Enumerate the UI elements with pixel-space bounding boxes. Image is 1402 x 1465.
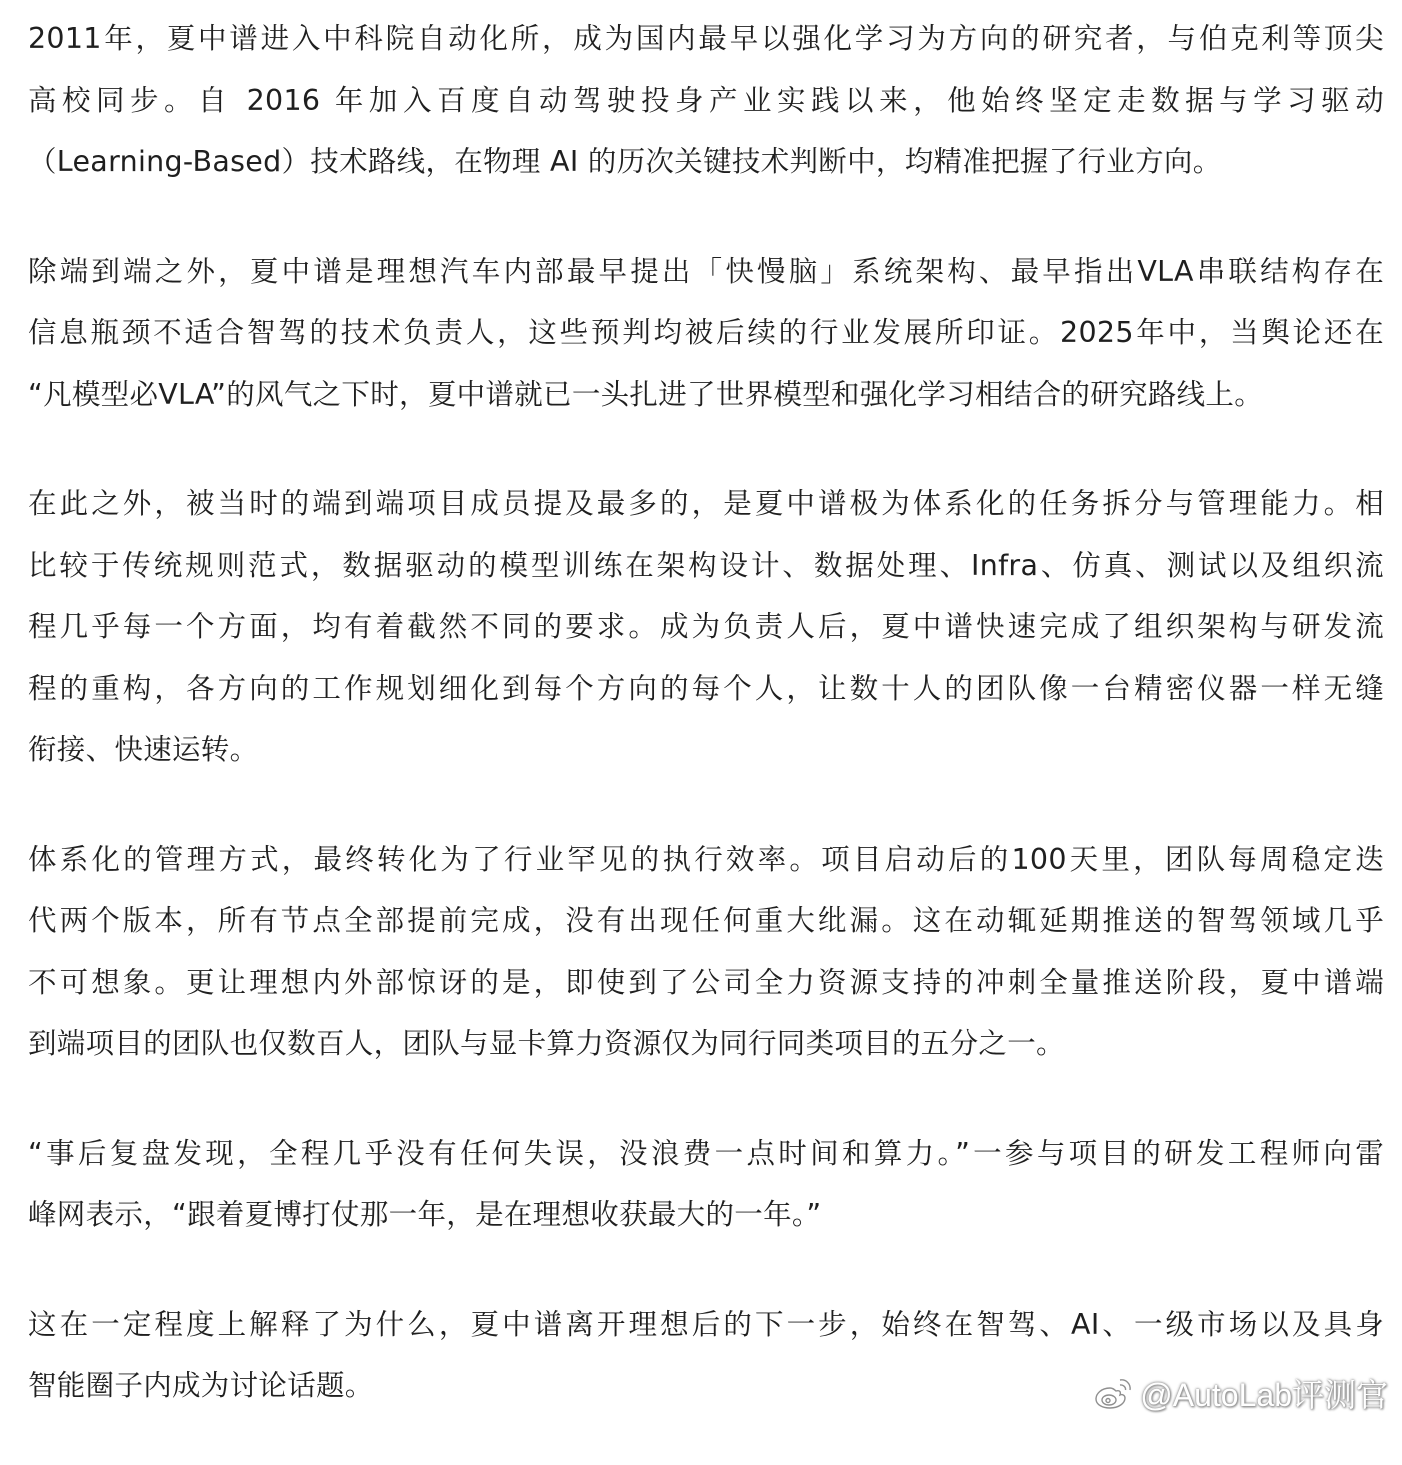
weibo-watermark — [1094, 1370, 1388, 1416]
text-line: 比较于传统规则范式，数据驱动的模型训练在架构设计、数据处理、Infra、仿真、测试以及组织流 — [28, 548, 1384, 582]
text-line: 信息瓶颈不适合智驾的技术负责人，这些预判均被后续的行业发展所印证。2025年中，当舆论还在 — [28, 316, 1384, 349]
text-line: 高校同步。自 2016 年加入百度自动驾驶投身产业实践以来，他始终坚定走数据与学习驱动 — [28, 83, 1384, 117]
text-line: 代两个版本，所有节点全部提前完成，没有出现任何重大纰漏。这在动辄延期推送的智驾领域几乎 — [28, 904, 1384, 937]
article-body — [28, 8, 1384, 1465]
paragraph-quote — [28, 1123, 1384, 1246]
weibo-icon — [1094, 1376, 1134, 1410]
text-line: 程几乎每一个方面，均有着截然不同的要求。成为负责人后，夏中谱快速完成了组织架构与研发流 — [28, 610, 1384, 643]
text-line: 到端项目的团队也仅数百人，团队与显卡算力资源仅为同行同类项目的五分之一。 — [28, 1027, 1065, 1060]
text-line: 智能圈子内成为讨论话题。 — [28, 1369, 374, 1402]
text-line: （Learning-Based）技术路线，在物理 AI 的历次关键技术判断中，均精准把握了行业方向。 — [28, 145, 1222, 178]
paragraph-efficiency — [28, 829, 1384, 1075]
text-line: 衔接、快速运转。 — [28, 733, 259, 766]
paragraph-background — [28, 8, 1384, 193]
paragraph-management — [28, 473, 1384, 781]
text-line: “事后复盘发现，全程几乎没有任何失误，没浪费一点时间和算力。”一参与项目的研发工程师向雷 — [28, 1136, 1384, 1170]
text-line: 2011年，夏中谱进入中科院自动化所，成为国内最早以强化学习为方向的研究者，与伯克利等顶尖 — [28, 22, 1384, 55]
text-line: 这在一定程度上解释了为什么，夏中谱离开理想后的下一步，始终在智驾、AI、一级市场以及具身 — [28, 1307, 1384, 1341]
paragraph-predictions — [28, 241, 1384, 426]
text-line: “凡模型必VLA”的风气之下时，夏中谱就已一头扎进了世界模型和强化学习相结合的研究路线上。 — [28, 377, 1264, 411]
text-line: 不可想象。更让理想内外部惊讶的是，即使到了公司全力资源支持的冲刺全量推送阶段，夏中谱端 — [28, 965, 1384, 999]
text-line: 体系化的管理方式，最终转化为了行业罕见的执行效率。项目启动后的100天里，团队每周稳定迭 — [28, 842, 1384, 876]
text-line: 在此之外，被当时的端到端项目成员提及最多的，是夏中谱极为体系化的任务拆分与管理能力。相 — [28, 487, 1384, 520]
text-line: 除端到端之外，夏中谱是理想汽车内部最早提出「快慢脑」系统架构、最早指出VLA串联结构存在 — [28, 254, 1384, 288]
watermark-text: @AutoLab评测官 — [1140, 1377, 1388, 1413]
text-line: 峰网表示，“跟着夏博打仗那一年，是在理想收获最大的一年。” — [28, 1198, 822, 1231]
text-line: 程的重构，各方向的工作规划细化到每个方向的每个人，让数十人的团队像一台精密仪器一样无缝 — [28, 671, 1384, 705]
